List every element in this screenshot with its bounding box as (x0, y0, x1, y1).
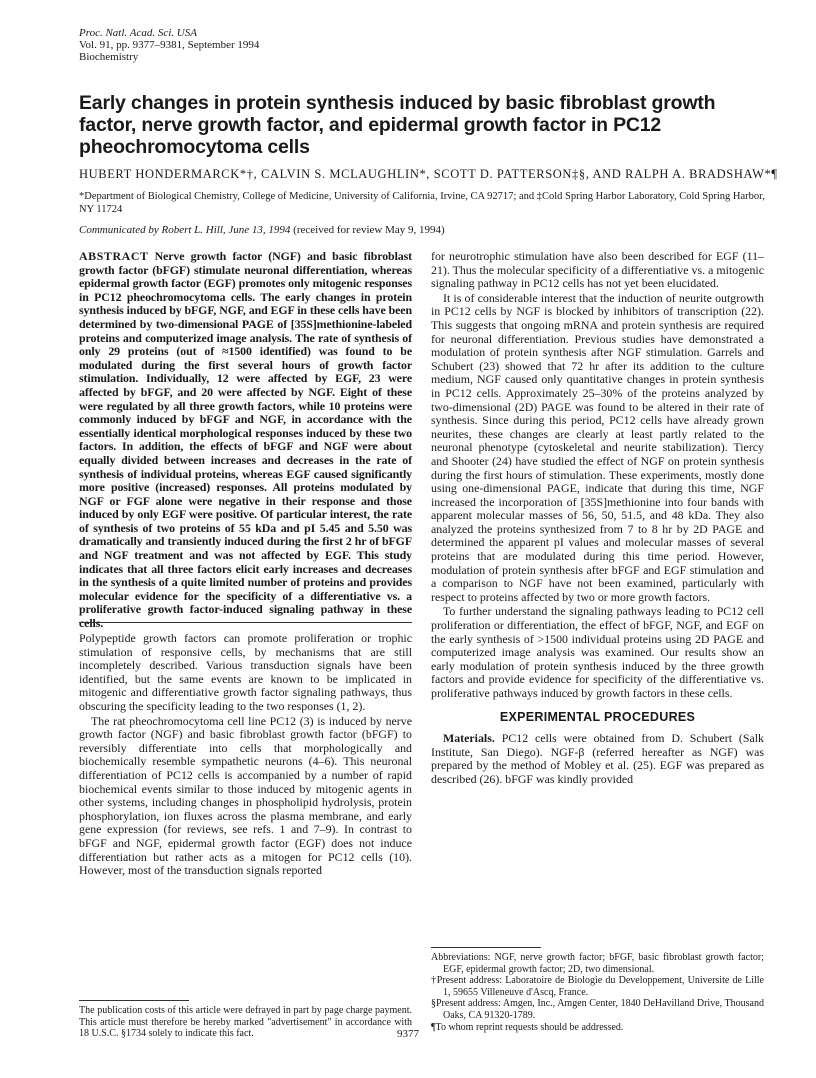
page-charge-note (79, 1005, 412, 1040)
abstract-block (79, 250, 412, 631)
page-charge-divider (79, 1000, 189, 1001)
materials-paragraph (431, 732, 764, 786)
page-number: 9377 (397, 1028, 419, 1040)
right-paragraph-1: for neurotrophic stimulation have also been described for EGF (11–21). Thus the molecular specificity of a differentiative vs. a mitogenic signaling pathway in PC12 cells has not yet been elucidated. (431, 249, 764, 291)
footnote-abbreviations: Abbreviations: NGF, nerve growth factor; bFGF, basic fibroblast growth factor; EGF, epidermal growth factor; 2D, two dimensional. (431, 952, 764, 975)
communicated-by (79, 224, 445, 236)
footnote-para: ¶To whom reprint requests should be addressed. (431, 1021, 624, 1033)
journal-name: Proc. Natl. Acad. Sci. USA (79, 27, 197, 39)
journal-section: Biochemistry (79, 51, 139, 63)
affiliations: *Department of Biological Chemistry, College of Medicine, University of California, Irvine, CA 92717; and ‡Cold Spring Harbor Laboratory, Cold Spring Harbor, NY 11724 (79, 191, 765, 215)
body-right-column (431, 250, 764, 787)
abstract-label: ABSTRACT (79, 249, 149, 263)
article-title: Early changes in protein synthesis induced by basic fibroblast growth factor, nerve growth factor, and epidermal growth factor in PC12 pheochromocytoma cells (79, 92, 716, 158)
author-list: HUBERT HONDERMARCK*†, CALVIN S. MCLAUGHLIN*, SCOTT D. PATTERSON‡§, AND RALPH A. BRADSHAW*¶ (79, 167, 778, 181)
abstract-text: Nerve growth factor (NGF) and basic fibroblast growth factor (bFGF) stimulate neuronal differentiation, whereas epidermal growth factor (EGF) promotes only mitogenic responses in PC12 pheochromocytoma cells. The early changes in protein synthesis induced by bFGF, NGF, and EGF in these cells have been determined by two-dimensional PAGE of [35S]methionine-labeled proteins and computerized image analysis. The rate of synthesis of only 29 proteins (out of ≈1500 identified) was found to be modulated during the first several hours of growth factor stimulation. Individually, 12 were affected by EGF, 23 were affected by bFGF, and 20 were affected by NGF. Eight of these were regulated by all three growth factors, while 10 proteins were commonly induced by bFGF and NGF, in accordance with the essentially identical morphological responses induced by these two factors. In addition, the effects of bFGF and NGF were about equally divided between increases and decreases in the rate of synthesis of individual proteins, whereas EGF caused significantly more positive (increased) responses. All proteins modulated by NGF or FGF alone were negative in their response and those induced by only EGF were positive. Of particular interest, the rate of synthesis of two proteins of 55 kDa and pI 5.45 and 5.50 was dramatically and transiently induced during the first 2 hr of bFGF and NGF treatment and was not affected by EGF. This study indicates that all three factors elicit early increases and decreases in the synthesis of a quite limited number of proteins and provides molecular evidence for the specificity of a differentiative vs. a proliferative growth factor-induced signaling pathway in these cells. (79, 249, 412, 631)
footnotes (431, 952, 764, 1033)
abstract-divider (79, 622, 412, 623)
materials-label: Materials. (443, 731, 495, 746)
footnote-divider (431, 947, 541, 948)
footnote-dagger: †Present address: Laboratoire de Biologie du Developpement, Universite de Lille 1, 59655 Villeneuve d'Ascq, France. (431, 975, 764, 998)
communicated-suffix: (received for review May 9, 1994) (293, 224, 445, 236)
journal-header (79, 27, 259, 63)
abstract-paragraph (79, 250, 412, 631)
intro-paragraph-1: Polypeptide growth factors can promote proliferation or trophic stimulation of responsive cells, by mechanisms that are still incompletely described. Various transduction signals have been identified, but the same events are known to be implicated in mitogenic and differentiative growth factor signaling pathways, thus obscuring the specificity leading to the two responses (1, 2). (79, 631, 412, 713)
right-paragraph-3: To further understand the signaling pathways leading to PC12 cell proliferation or differentiation, the effect of bFGF, NGF, and EGF on the early synthesis of >1500 individual proteins using 2D PAGE and computerized image analysis was examined. Our results show an early modulation of protein synthesis induced by the three growth factors and provide evidence for specificity of the differentiative vs. proliferative pathways induced by growth factors in these cells. (431, 604, 764, 700)
journal-volume: Vol. 91, pp. 9377–9381, September 1994 (79, 39, 260, 51)
page-charge-text: The publication costs of this article were defrayed in part by page charge payment. This article must therefore be hereby marked "advertisement" in accordance with 18 U.S.C. §1734 solely to indicate this fact. (79, 1005, 412, 1039)
intro-paragraph-2: The rat pheochromocytoma cell line PC12 (3) is induced by nerve growth factor (NGF) and basic fibroblast growth factor (bFGF) to reversibly differentiate into cells that morphologically and biochemically resemble sympathetic neurons (4–6). This neuronal differentiation of PC12 cells is accompanied by a number of rapid biochemical events similar to those induced by mitogenic agents in other systems, including changes in phospholipid hydrolysis, protein phosphorylation, ion fluxes across the plasma membrane, and early gene expression (for reviews, see refs. 1 and 7–9). In contrast to bFGF and NGF, epidermal growth factor (EGF) does not induce differentiation but rather acts as a mitogen for PC12 cells (10). However, most of the transduction signals reported (79, 713, 412, 878)
materials-text: PC12 cells were obtained from D. Schubert (Salk Institute, San Diego). NGF-β (referred hereafter as NGF) was prepared by the method of Mobley et al. (25). EGF was prepared as described (26). bFGF was kindly provided (431, 731, 764, 786)
introduction-left (79, 632, 412, 878)
section-heading: EXPERIMENTAL PROCEDURES (499, 709, 696, 724)
right-paragraph-2: It is of considerable interest that the induction of neurite outgrowth in PC12 cells by NGF is blocked by inhibitors of transcription (22). This suggests that ongoing mRNA and protein synthesis are required for neuronal differentiation. Previous studies have demonstrated a modulation of protein synthesis after NGF stimulation. Garrels and Schubert (23) showed that 72 hr after its addition to the culture medium, NGF caused only quantitative changes in protein synthesis in PC12 cells. Approximately 25–30% of the proteins analyzed by two-dimensional (2D) PAGE was found to be altered in their rate of synthesis. Since during this period, PC12 cells have already grown neurites, these changes are clearly at least partly related to the neuronal phenotype (cytoskeletal and neurite stabilization). Tiercy and Shooter (24) have studied the effect of NGF on protein synthesis during the first hours of stimulation. These experiments, mostly done using one-dimensional PAGE, indicate that during this time, NGF increased the incorporation of [35S]methionine into four bands with apparent molecular masses of 56, 50, 51.5, and 48 kDa. They also analyzed the proteins synthesized from 7 to 8 hr by 2D PAGE and determined the apparent pI values and molecular masses of several proteins that are modulated during this time period. However, modulation of protein synthesis after bFGF and EGF stimulation and a comparison to NGF have not been examined, particularly with respect to proteins affected by two or more growth factors. (431, 290, 764, 604)
footnote-section: §Present address: Amgen, Inc., Amgen Center, 1840 DeHavilland Drive, Thousand Oaks, CA 91320-1789. (431, 998, 764, 1021)
communicated-prefix: Communicated by Robert L. Hill, June 13, 1994 (79, 224, 291, 236)
